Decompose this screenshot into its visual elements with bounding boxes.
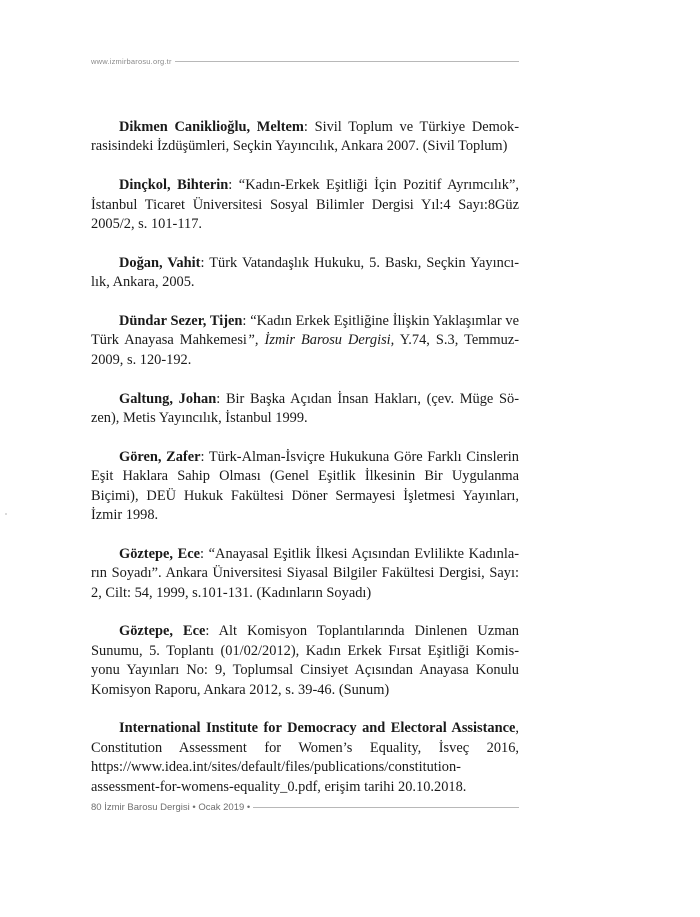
bibliography-list <box>91 118 519 816</box>
entry-author: Göztepe, Ece <box>119 623 206 640</box>
entry-author: International Institute for Democracy and Electoral Assistance <box>119 720 516 737</box>
entry-author: Dündar Sezer, Tijen <box>119 313 243 330</box>
entry-text: : “Anayasal Eşitlik İlkesi Açısından Evlilikte Kadınların Soyadı”. Ankara Üniversitesi Siyasal Bilgiler Fakültesi Dergisi, Sayı: 2, Cilt: 54, 1999, s.101-131. (Kadınların Soyadı) <box>91 545 519 601</box>
bibliography-entry <box>91 254 519 293</box>
page-header <box>91 54 519 68</box>
entry-text: : Sivil Toplum ve Türkiye Demokrasisindeki İzdüşümleri, Seçkin Yayıncılık, Ankara 2007. (Sivil Toplum) <box>91 119 519 155</box>
entry-text: : Türk Vatandaşlık Hukuku, 5. Baskı, Seçkin Yayıncılık, Ankara, 2005. <box>91 254 520 291</box>
entry-author: Dikmen Caniklioğlu, Meltem <box>119 119 304 135</box>
footer-divider <box>253 807 519 808</box>
entry-text: : Alt Komisyon Toplantılarında Dinlenen Uzman Sunumu, 5. Toplantı (01/02/2012), Kadın Erkek Fırsat Eşitliği Komisyonu Yayınları No: 9, Toplumsal Cinsiyet Açısından Anayasa Konulu Komisyon Raporu, Ankara 2012, s. 39-46. (Sunum) <box>91 623 519 698</box>
bibliography-entry <box>91 545 519 603</box>
header-divider <box>175 61 519 62</box>
bibliography-entry <box>91 622 519 700</box>
entry-text: : “Kadın Erkek Eşitliğine İlişkin Yaklaşımlar ve Türk Anayasa Mahkemesi <box>91 313 520 349</box>
entry-text-italic: ”, İzmir Barosu Dergisi, <box>246 332 395 349</box>
page-footer <box>91 799 519 815</box>
entry-author: Dinçkol, Bihterin <box>119 177 229 194</box>
entry-author: Doğan, Vahit <box>119 254 201 271</box>
entry-text: , Constitution Assessment for Women’s Equality, İsveç 2016, https://www.idea.int/sites/default/files/publications/constitution-assessment-for-womens-equality_0.pdf, erişim tarihi 20.10.2018. <box>91 720 519 795</box>
bibliography-entry <box>91 719 519 797</box>
bibliography-entry <box>91 118 519 157</box>
entry-text: : Türk-Alman-İsviçre Hukukuna Göre Farklı Cinslerin Eşit Haklara Sahip Olması (Genel Eşitlik İlkesinin Bir Uygulanma Biçimi), DEÜ Hukuk Fakültesi Döner Sermayesi İşletmesi Yayınları, İzmir 1998. <box>91 448 519 524</box>
entry-author: Göztepe, Ece <box>119 545 200 562</box>
bibliography-entry <box>91 176 519 234</box>
footer-text: 80 İzmir Barosu Dergisi • Ocak 2019 • <box>91 801 251 813</box>
scan-speck <box>5 513 7 515</box>
bibliography-entry <box>91 312 519 370</box>
entry-text: : Bir Başka Açıdan İnsan Hakları, (çev. Müge Sözen), Metis Yayıncılık, İstanbul 1999. <box>91 390 519 427</box>
entry-author: Gören, Zafer <box>119 448 201 465</box>
entry-author: Galtung, Johan <box>119 390 217 407</box>
entry-text: Y.74, S.3, Temmuz-2009, s. 120-192. <box>91 332 519 368</box>
entry-text: : “Kadın-Erkek Eşitliği İçin Pozitif Ayrımcılık”, İstanbul Ticaret Üniversitesi Sosyal Bilimler Dergisi Yıl:4 Sayı:8Güz 2005/2, s. 101-117. <box>91 177 519 233</box>
bibliography-entry <box>91 448 519 526</box>
bibliography-entry <box>91 390 519 429</box>
header-url: www.izmirbarosu.org.tr <box>91 56 172 66</box>
